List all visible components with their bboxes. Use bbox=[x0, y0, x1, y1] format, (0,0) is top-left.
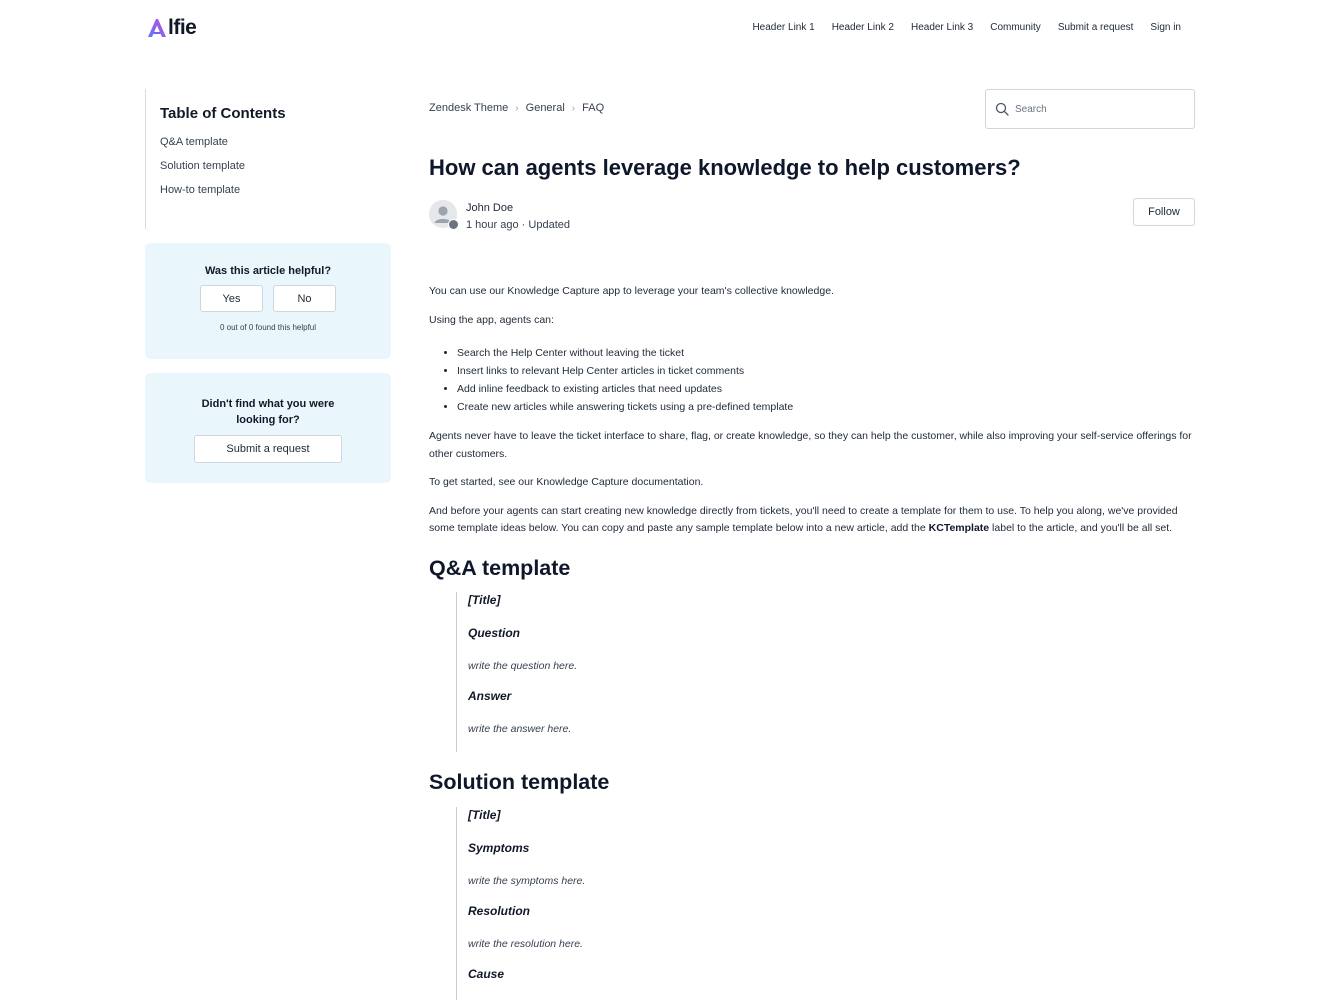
article-time: 1 hour ago bbox=[466, 219, 519, 231]
article-helpful-panel bbox=[145, 243, 391, 359]
search-icon bbox=[995, 102, 1009, 116]
helpful-title: Was this article helpful? bbox=[204, 265, 332, 277]
article-bullet-list bbox=[457, 344, 1195, 416]
chevron-right-icon: › bbox=[515, 102, 519, 114]
cause-heading: Cause bbox=[468, 966, 505, 981]
toc-item-how-to-template[interactable]: How-to template bbox=[160, 184, 241, 196]
nav-header-link-2[interactable]: Header Link 2 bbox=[831, 22, 894, 33]
follow-button[interactable]: Follow bbox=[1133, 198, 1195, 226]
logo-mark-icon bbox=[147, 18, 167, 38]
search-input[interactable] bbox=[1015, 104, 1175, 115]
chevron-right-icon: › bbox=[571, 102, 576, 114]
table-of-contents bbox=[145, 89, 391, 229]
vote-no-button[interactable]: No bbox=[273, 285, 336, 312]
nav-community[interactable]: Community bbox=[990, 22, 1041, 33]
nav-header-link-1[interactable]: Header Link 1 bbox=[752, 22, 815, 33]
submit-request-button[interactable]: Submit a request bbox=[194, 435, 342, 463]
article-updated: Updated bbox=[528, 219, 570, 231]
author-meta bbox=[466, 201, 570, 232]
breadcrumb-zendesk-theme[interactable]: Zendesk Theme bbox=[429, 102, 509, 114]
template-title: [Title] bbox=[468, 593, 501, 607]
paragraph-text: And before your agents can start creating new knowledge directly from tickets, you'll need to create a template for them to use. To help you along, we've provided some template ideas below. You can copy and paste any sample template below into a new article, add the bbox=[429, 504, 1178, 534]
author-name: John Doe bbox=[466, 202, 514, 214]
qa-template-block bbox=[456, 592, 1195, 752]
solution-template-block bbox=[456, 807, 1195, 1000]
breadcrumb-faq[interactable]: FAQ bbox=[582, 102, 605, 114]
search-box bbox=[985, 89, 1195, 129]
resolution-heading: Resolution bbox=[468, 903, 530, 918]
article-title: How can agents leverage knowledge to help customers? bbox=[429, 155, 1021, 180]
list-item: • Add inline feedback to existing articles that need updates bbox=[457, 380, 1195, 398]
solution-template-heading: Solution template bbox=[429, 770, 610, 794]
breadcrumb bbox=[429, 102, 604, 114]
site-header bbox=[0, 0, 1340, 60]
sidebar bbox=[145, 89, 391, 483]
list-item: • Create new articles while answering tickets using a pre-defined template bbox=[457, 398, 1195, 416]
header-nav bbox=[752, 22, 1181, 33]
vote-buttons bbox=[145, 285, 391, 312]
not-found-panel bbox=[145, 373, 391, 483]
article-author bbox=[429, 200, 570, 232]
article-paragraph: Agents never have to leave the ticket interface to share, flag, or create knowledge, so they can help the customer, while also improving your self-service offerings for other customers. bbox=[429, 430, 1192, 460]
template-title: [Title] bbox=[468, 807, 501, 822]
nav-sign-in[interactable]: Sign in bbox=[1150, 22, 1181, 33]
symptoms-text: write the symptoms here. bbox=[468, 874, 586, 887]
list-item: • Insert links to relevant Help Center articles in ticket comments bbox=[457, 362, 1195, 380]
article-paragraph: To get started, see our Knowledge Capture documentation. bbox=[429, 476, 704, 488]
vote-yes-button[interactable]: Yes bbox=[200, 285, 263, 312]
paragraph-text: label to the article, and you'll be all set. bbox=[989, 522, 1173, 534]
kctemplate-label: KCTemplate bbox=[928, 522, 990, 534]
breadcrumb-general[interactable]: General bbox=[525, 102, 565, 114]
article-paragraph bbox=[429, 503, 1195, 538]
not-found-title: Didn't find what you were looking for? bbox=[201, 398, 335, 426]
agent-badge-icon bbox=[448, 219, 459, 230]
symptoms-heading: Symptoms bbox=[468, 840, 530, 855]
article-body bbox=[429, 283, 1195, 1000]
question-heading: Question bbox=[468, 626, 521, 640]
answer-heading: Answer bbox=[468, 689, 512, 703]
nav-submit-request[interactable]: Submit a request bbox=[1057, 22, 1134, 33]
qa-template-heading: Q&A template bbox=[429, 555, 571, 580]
answer-text: write the answer here. bbox=[468, 723, 572, 735]
article-paragraph: You can use our Knowledge Capture app to leverage your team's collective knowledge. bbox=[429, 285, 834, 297]
avatar bbox=[429, 200, 457, 228]
resolution-text: write the resolution here. bbox=[468, 937, 583, 950]
vote-count: 0 out of 0 found this helpful bbox=[219, 323, 317, 332]
list-item: • Search the Help Center without leaving the ticket bbox=[457, 344, 1195, 362]
article-paragraph: Using the app, agents can: bbox=[429, 313, 554, 326]
article-meta bbox=[466, 218, 570, 232]
nav-header-link-3[interactable]: Header Link 3 bbox=[910, 22, 974, 33]
toc-title: Table of Contents bbox=[160, 105, 286, 122]
question-text: write the question here. bbox=[468, 660, 578, 672]
logo[interactable] bbox=[147, 16, 196, 40]
logo-text: lfie bbox=[168, 16, 197, 39]
toc-item-solution-template[interactable]: Solution template bbox=[160, 160, 245, 172]
toc-item-qa-template[interactable]: Q&A template bbox=[160, 136, 228, 148]
meta-separator: · bbox=[521, 219, 526, 231]
